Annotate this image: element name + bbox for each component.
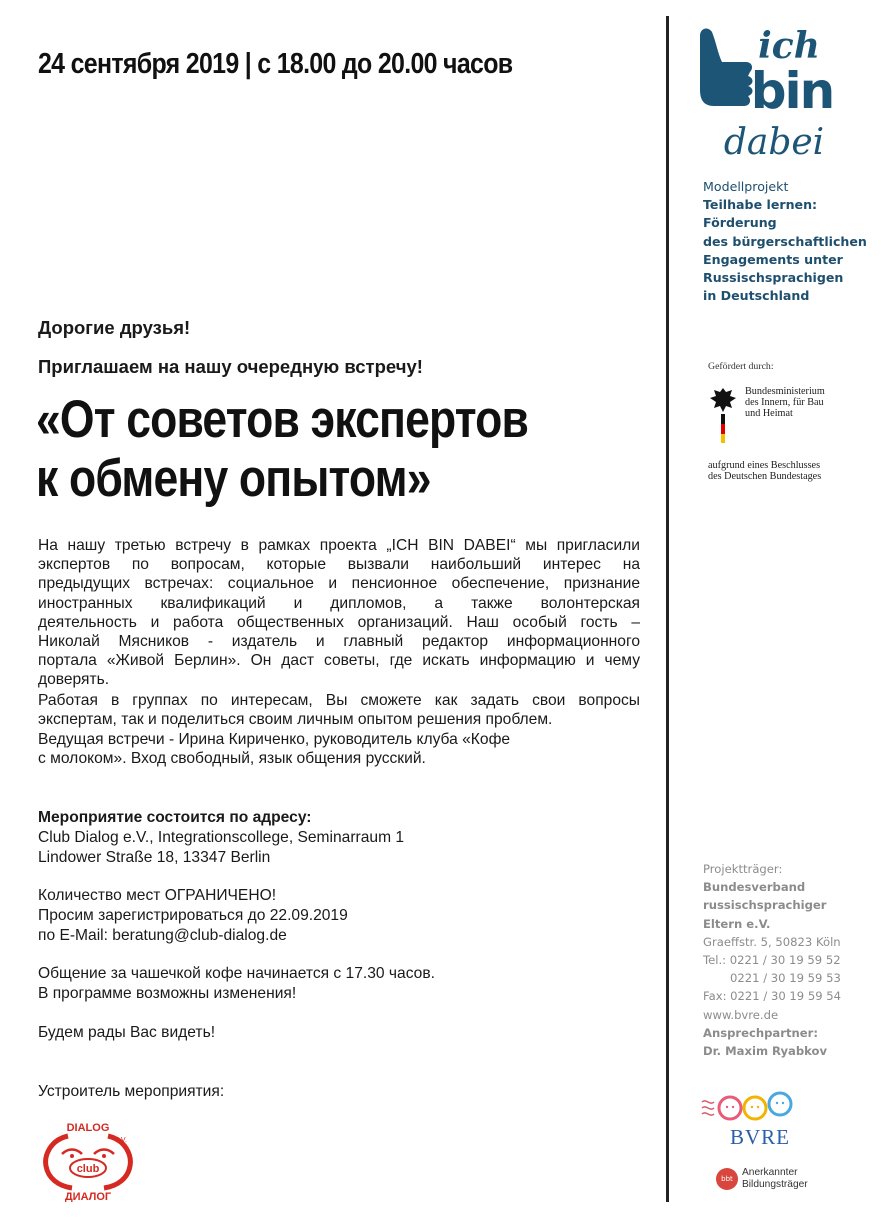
text-line: На нашу третью встречу в рамках проекта „ICH BIN DABEI“ мы пригласили: [38, 537, 640, 554]
text-line: с молоком». Вход свободный, язык общения русский.: [38, 750, 426, 768]
project-sponsor: [703, 860, 841, 1060]
program-changes: В программе возможны изменения!: [38, 985, 297, 1002]
seats-limited: Количество мест ОГРАНИЧЕНО!: [38, 887, 277, 904]
closing-line: Будем рады Вас видеть!: [38, 1024, 216, 1041]
project-line: des bürgerschaftlichen: [703, 233, 867, 249]
contact-label: Ansprechpartner:: [703, 1025, 818, 1040]
sponsor-label: Projektträger:: [703, 862, 783, 876]
contact-name: Dr. Maxim Ryabkov: [703, 1044, 828, 1059]
logo-text-top: DIALOG: [66, 1122, 110, 1134]
logo-text-bottom: ДИАЛОГ: [64, 1191, 112, 1202]
venue-heading: Мероприятие состоится по адресу:: [38, 809, 312, 826]
sponsor-org: russischsprachiger: [703, 898, 827, 913]
coffee-time: Общение за чашечкой кофе начинается с 17.30 часов.: [38, 965, 435, 982]
club-dialog-logo: [38, 1118, 138, 1202]
ministry-line: des Innern, für Bau: [745, 397, 824, 408]
project-line: Förderung: [703, 215, 777, 231]
organizer-label: Устроитель мероприятия:: [38, 1083, 225, 1100]
bvre-logo-text: BVRE: [729, 1125, 791, 1149]
register-deadline: Просим зарегистрироваться до 22.09.2019: [38, 907, 348, 924]
sponsor-website[interactable]: www.bvre.de: [703, 1007, 779, 1022]
greeting: Дорогие друзья!: [38, 317, 191, 338]
project-line: Modellprojekt: [703, 179, 789, 194]
sponsor-org: Bundesverband: [703, 880, 806, 895]
coffee-block: [38, 964, 435, 1004]
event-title-line-1: «От советов экспертов: [36, 390, 529, 449]
invitation-line: Приглашаем на нашу очередную встречу!: [38, 356, 423, 377]
project-line: Teilhabe lernen:: [703, 197, 818, 213]
text-line: экспертам, так и поделиться своим личным опытом решения проблем.: [38, 711, 553, 729]
resolution-line: aufgrund eines Beschlusses: [708, 460, 821, 471]
project-line: Engagements unter: [703, 251, 843, 267]
bvre-logo: [700, 1086, 814, 1150]
logo-text-center: club: [76, 1163, 100, 1175]
funded-by-label: Gefördert durch:: [708, 361, 774, 372]
column-divider: [666, 16, 669, 1202]
register-email: по E-Mail: beratung@club-dialog.de: [38, 927, 287, 944]
federal-eagle-icon: [708, 386, 738, 444]
ich-bin-dabei-logo: [694, 22, 846, 162]
event-title-line-2: к обмену опытом»: [36, 449, 431, 508]
venue-block: [38, 808, 404, 868]
bundestag-resolution: [708, 460, 821, 482]
sponsor-address: Graeffstr. 5, 50823 Köln: [703, 934, 841, 949]
recognized-text: [742, 1167, 808, 1191]
host-paragraph: [38, 730, 510, 768]
description-paragraph: [38, 536, 640, 690]
project-description: [703, 178, 867, 305]
venue-line: Club Dialog e.V., Integrationscollege, Seminarraum 1: [38, 829, 405, 846]
registration-block: [38, 886, 348, 946]
text-line: деятельность и работа общественных организаций. Наш особый гость –: [38, 613, 640, 631]
text-line: экспертов по вопросам, которые вызвали наибольший интерес на: [38, 556, 640, 574]
logo-text-ev: e.V.: [115, 1137, 127, 1144]
project-line: in Deutschland: [703, 288, 810, 304]
logo-word-dabei: dabei: [723, 122, 825, 162]
recognized-education-provider: [716, 1166, 836, 1194]
sponsor-phone-2: 0221 / 30 19 59 53: [730, 971, 841, 986]
logo-word-bin: bin: [750, 62, 834, 120]
text-line: Николай Мясников - издатель и главный редактор информационного: [38, 633, 640, 651]
text-line: доверять.: [38, 671, 110, 689]
ministry-name: [745, 386, 825, 419]
project-line: Russischsprachigen: [703, 270, 844, 286]
bbt-badge-icon: bbt: [716, 1168, 738, 1190]
resolution-line: des Deutschen Bundestages: [708, 471, 822, 483]
recognized-line: Anerkannter: [742, 1167, 798, 1178]
logo-word-ich: ich: [758, 25, 820, 67]
sponsor-org: Eltern e.V.: [703, 916, 771, 931]
event-date-time: 24 сентября 2019 | с 18.00 до 20.00 часов: [38, 48, 513, 80]
sponsor-phone: Tel.: 0221 / 30 19 59 52: [703, 953, 841, 968]
text-line: Ведущая встречи - Ирина Кириченко, руководитель клуба «Кофе: [38, 731, 511, 748]
text-line: Работая в группах по интересам, Вы сможете как задать свои вопросы: [38, 692, 640, 709]
text-line: предыдущих встречах: социальное и пенсионное обеспечение, признание: [38, 575, 640, 593]
ministry-line: und Heimat: [745, 408, 793, 419]
text-line: иностранных квалификаций и дипломов, а также волонтерская: [38, 594, 640, 612]
text-line: портала «Живой Берлин». Он даст советы, где искать информацию и чему: [38, 652, 640, 670]
sponsor-fax: Fax: 0221 / 30 19 59 54: [703, 989, 842, 1004]
ministry-line: Bundesministerium: [745, 386, 825, 397]
groups-paragraph: [38, 691, 640, 729]
recognized-line: Bildungsträger: [742, 1179, 808, 1190]
venue-address: Lindower Straße 18, 13347 Berlin: [38, 849, 271, 866]
